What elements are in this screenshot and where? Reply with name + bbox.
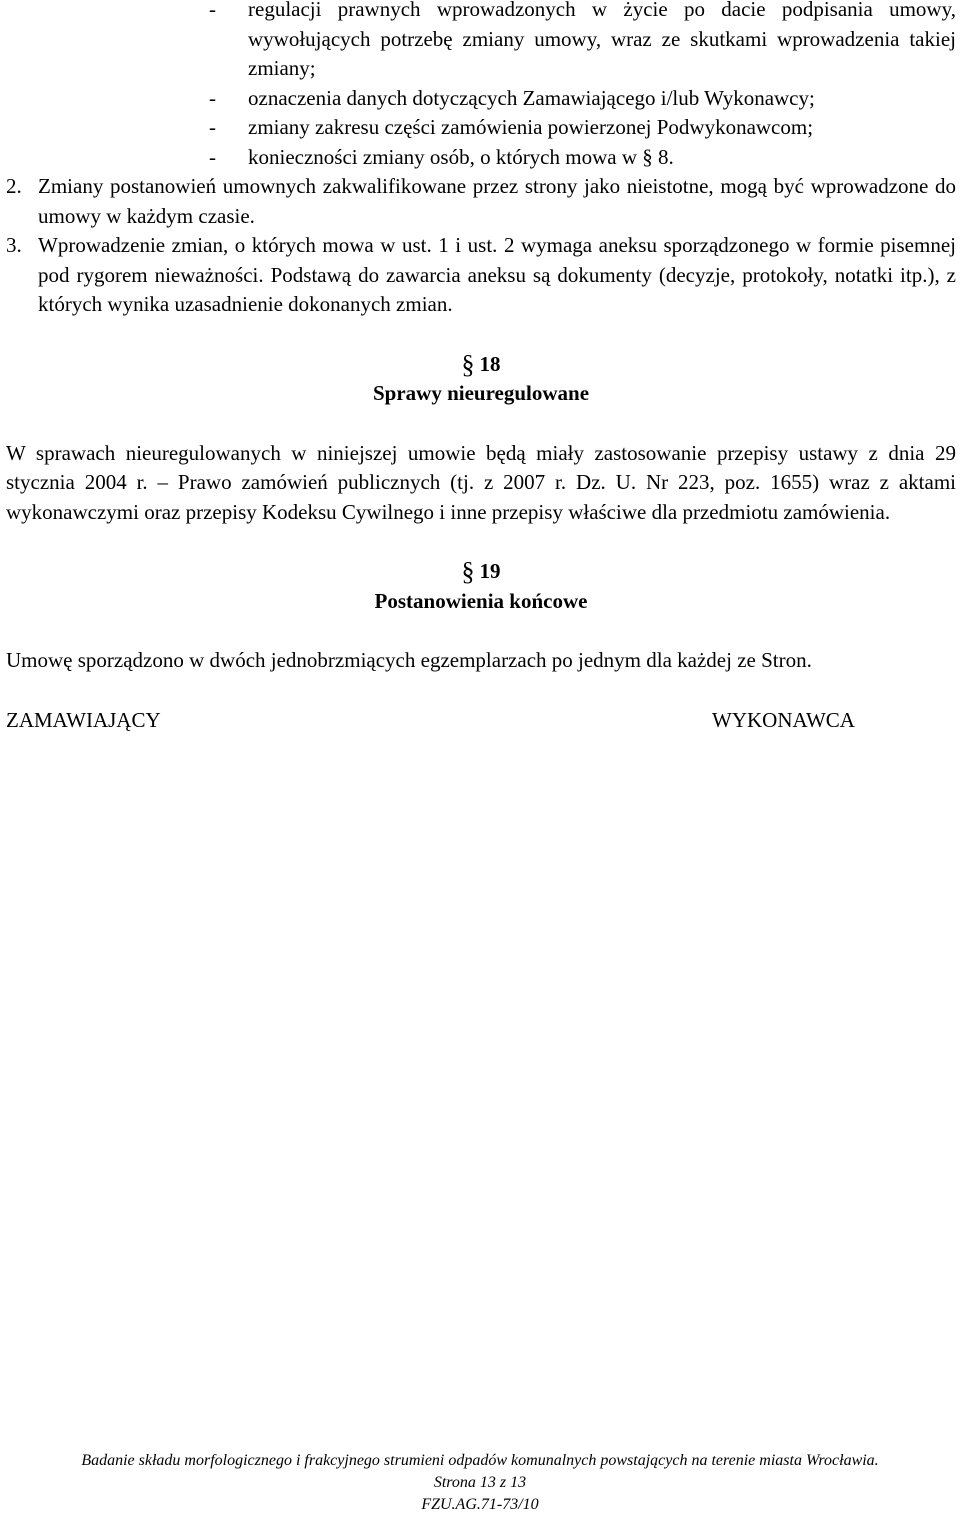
footer-reference: FZU.AG.71-73/10: [421, 1496, 539, 1513]
spacer: [6, 616, 956, 646]
numbered-clause: [6, 231, 956, 320]
signature-zamawiajacy: ZAMAWIAJĄCY: [6, 707, 161, 732]
clause-text: Wprowadzenie zmian, o których mowa w ust. 1 i ust. 2 wymaga aneksu sporządzonego w formie pisemnej pod rygorem nieważności. Podstawą do zawarcia aneksu są dokumenty (decyzje, protokoły, notatki itp.), z których wynika uzasadnienie dokonanych zmian.: [38, 233, 956, 316]
section-19-title: Postanowienia końcowe: [374, 588, 588, 613]
list-item: [6, 113, 956, 143]
list-item-text: konieczności zmiany osób, o których mowa w § 8.: [248, 144, 674, 169]
list-marker: -: [209, 85, 216, 110]
page-footer: [0, 1450, 960, 1516]
footer-page-number: Strona 13 z 13: [433, 1474, 527, 1491]
signature-block: [6, 706, 956, 736]
section-number: 19: [479, 559, 501, 583]
clause-number: 3.: [6, 233, 22, 257]
list-item-text: zmiany zakresu części zamówienia powierzonej Podwykonawcom;: [248, 115, 814, 139]
numbered-clause: [6, 172, 956, 231]
section-sign: §: [461, 557, 475, 586]
section-sign: §: [461, 349, 475, 379]
section-19-body: Umowę sporządzono w dwóch jednobrzmiących egzemplarzach po jednym dla każdej ze Stron.: [6, 648, 812, 672]
spacer: [6, 320, 956, 350]
footer-title: Badanie składu morfologicznego i frakcyjnego strumieni odpadów komunalnych powstających na terenie miasta Wrocławia.: [81, 1452, 879, 1469]
list-marker: -: [209, 115, 216, 139]
list-marker: -: [209, 0, 216, 21]
clause-text: Zmiany postanowień umownych zakwalifikowane przez strony jako nieistotne, mogą być wprowadzone do umowy w każdym czasie.: [38, 174, 956, 228]
document-content: [6, 0, 956, 736]
spacer: [6, 676, 956, 706]
section-19-heading: [6, 557, 956, 587]
spacer: [6, 409, 956, 439]
section-18-heading: [6, 350, 956, 380]
list-item: [6, 84, 956, 114]
list-item: [6, 143, 956, 173]
spacer: [6, 527, 956, 557]
section-number: 18: [479, 351, 501, 376]
list-item-text: regulacji prawnych wprowadzonych w życie po dacie podpisania umowy, wywołujących potrzebę zmiany umowy, wraz ze skutkami wprowadzenia takiej zmiany;: [248, 0, 956, 80]
list-marker: -: [209, 144, 216, 169]
clause-number: 2.: [6, 174, 22, 198]
list-item-text: oznaczenia danych dotyczących Zamawiającego i/lub Wykonawcy;: [248, 85, 815, 110]
section-18-body: W sprawach nieuregulowanych w niniejszej umowie będą miały zastosowanie przepisy ustawy z dnia 29 stycznia 2004 r. – Prawo zamówień publicznych (tj. z 2007 r. Dz. U. Nr 223, poz. 1655) wraz z aktami wykonawczymi oraz przepisy Kodeksu Cywilnego i inne przepisy właściwe dla przedmiotu zamówienia.: [6, 440, 956, 524]
section-18-title: Sprawy nieuregulowane: [372, 381, 590, 405]
changes-list: [6, 0, 956, 172]
list-item: [6, 0, 956, 84]
signature-wykonawca: WYKONAWCA: [712, 707, 855, 732]
